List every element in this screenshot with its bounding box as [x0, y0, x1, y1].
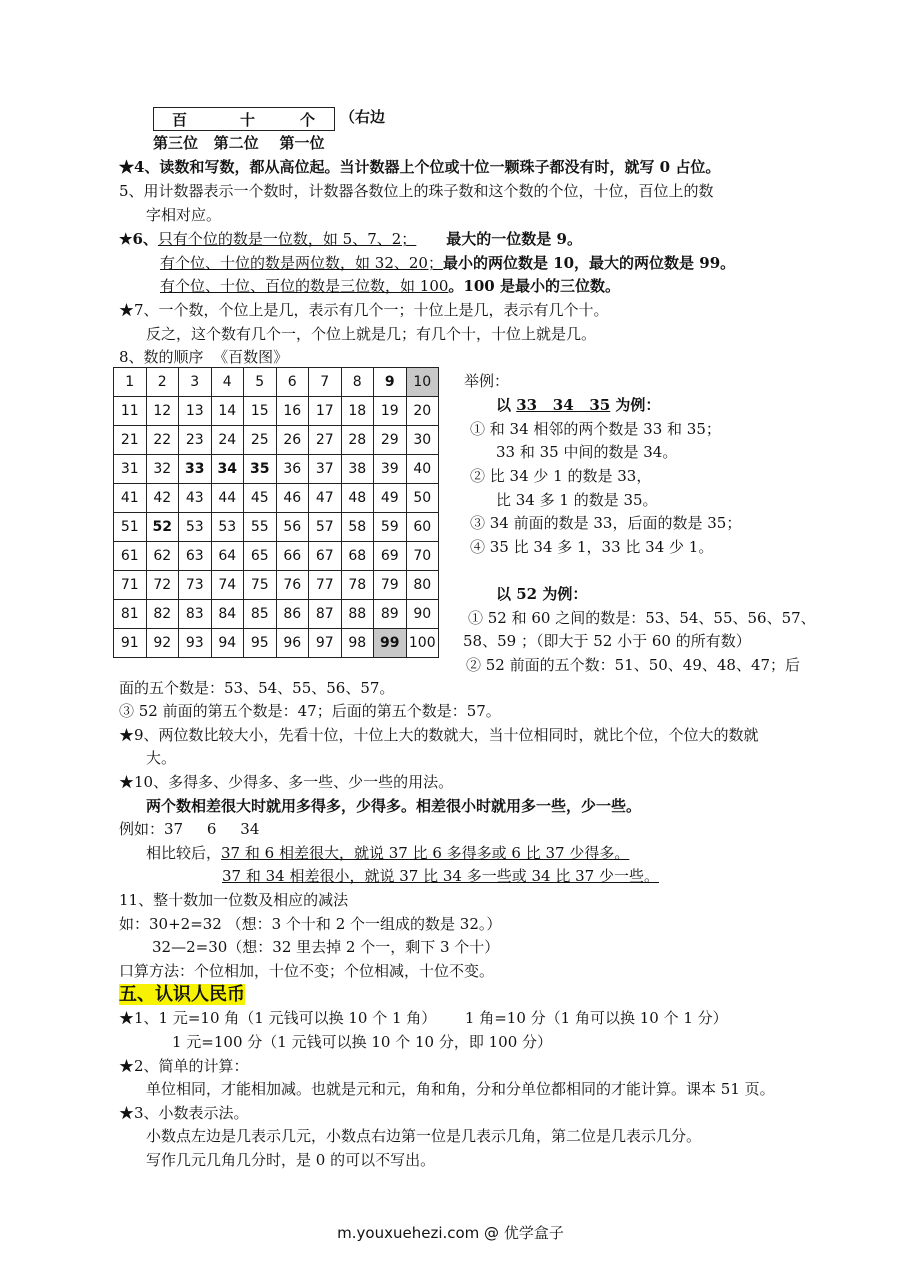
example1-head-post: 为例：: [610, 396, 661, 414]
hundred-chart-cell: 53: [179, 513, 212, 542]
hundred-chart-cell: 65: [244, 542, 277, 571]
item-7a: ★7、一个数，个位上是几，表示有几个一；十位上是几，表示有几个十。: [119, 301, 609, 319]
hundred-chart-cell: 99: [374, 629, 407, 658]
place-note: （右边: [340, 108, 386, 126]
hundred-chart-cell: 81: [114, 600, 147, 629]
hundred-chart-cell: 88: [341, 600, 374, 629]
example1-line4: ④ 35 比 34 多 1，33 比 34 少 1。: [470, 538, 714, 556]
hundred-chart-cell: 18: [341, 397, 374, 426]
hundred-chart-cell: 76: [276, 571, 309, 600]
hundred-chart-cell: 71: [114, 571, 147, 600]
hundred-chart-cell: 22: [146, 426, 179, 455]
item-10d-underlined: 37 和 6 相差很大，就说 37 比 6 多得多或 6 比 37 少得多。: [221, 844, 630, 862]
s5-item1b: 1 元=100 分（1 元钱可以换 10 个 10 分，即 100 分）: [172, 1033, 553, 1051]
hundred-chart-cell: 64: [211, 542, 244, 571]
hundred-chart-cell: 41: [114, 484, 147, 513]
example2-line1: ① 52 和 60 之间的数是：53、54、55、56、57、: [468, 609, 816, 627]
hundred-chart-cell: 47: [309, 484, 342, 513]
examples-title: 举例：: [464, 372, 510, 390]
hundred-chart-cell: 87: [309, 600, 342, 629]
hundred-chart-cell: 12: [146, 397, 179, 426]
hundred-chart-cell: 61: [114, 542, 147, 571]
hundred-chart-cell: 69: [374, 542, 407, 571]
item-6-star: ★6、: [119, 230, 158, 248]
hundred-chart-cell: 93: [179, 629, 212, 658]
hundred-chart-row: [114, 455, 439, 484]
hundred-chart-cell: 70: [406, 542, 439, 571]
hundred-chart-cell: 5: [244, 368, 277, 397]
hundred-chart-row: [114, 397, 439, 426]
hundred-chart-row: [114, 484, 439, 513]
hundred-chart-cell: 86: [276, 600, 309, 629]
hundred-chart-cell: 96: [276, 629, 309, 658]
hundred-chart-cell: 26: [276, 426, 309, 455]
hundred-chart-cell: 95: [244, 629, 277, 658]
item-10d-pre: 相比较后，: [146, 844, 222, 862]
hundred-chart-cell: 9: [374, 368, 407, 397]
s5-item2a: ★2、简单的计算：: [119, 1057, 249, 1075]
hundred-chart-cell: 80: [406, 571, 439, 600]
example1-line2: ② 比 34 少 1 的数是 33，: [470, 467, 652, 485]
item-6b-underlined: 有个位、十位的数是两位数，如 32、20；: [160, 254, 443, 272]
hundred-chart-cell: 56: [276, 513, 309, 542]
example1-head: [496, 394, 660, 416]
hundred-chart-cell: 82: [146, 600, 179, 629]
hundred-chart-cell: 62: [146, 542, 179, 571]
hundred-chart-cell: 32: [146, 455, 179, 484]
hundred-chart-cell: 74: [211, 571, 244, 600]
hundred-chart-cell: 37: [309, 455, 342, 484]
hundred-chart-cell: 10: [406, 368, 439, 397]
example2-line1b: 58、59 ；（即大于 52 小于 60 的所有数）: [463, 632, 751, 650]
item-5a: 5、用计数器表示一个数时，计数器各数位上的珠子数和这个数的个位，十位，百位上的数: [119, 182, 714, 200]
hundred-chart-cell: 58: [341, 513, 374, 542]
hundred-chart-cell: 3: [179, 368, 212, 397]
place-hundreds: 百: [172, 111, 188, 129]
hundred-chart-cell: 91: [114, 629, 147, 658]
hundred-chart-cell: 67: [309, 542, 342, 571]
item-7b: 反之，这个数有几个一，个位上就是几；有几个十，十位上就是几。: [146, 325, 597, 343]
place-labels: 第三位 第二位 第一位: [153, 134, 325, 152]
example2-line3: ③ 52 前面的第五个数是：47；后面的第五个数是：57。: [119, 702, 501, 720]
footer-watermark: m.youxuehezi.com @ 优学盒子: [337, 1224, 564, 1242]
hundred-chart-row: [114, 368, 439, 397]
item-10a: ★10、多得多、少得多、多一些、少一些的用法。: [119, 773, 454, 791]
item-5b: 字相对应。: [146, 206, 222, 224]
hundred-chart-cell: 40: [406, 455, 439, 484]
item-4: ★4、读数和写数，都从高位起。当计数器上个位或十位一颗珠子都没有时，就写 0 占位。: [119, 158, 721, 176]
hundred-chart-cell: 59: [374, 513, 407, 542]
hundred-chart-cell: 39: [374, 455, 407, 484]
hundred-chart-cell: 92: [146, 629, 179, 658]
hundred-chart-cell: 8: [341, 368, 374, 397]
hundred-chart-cell: 53: [211, 513, 244, 542]
hundred-chart-cell: 50: [406, 484, 439, 513]
item-6a: [119, 228, 582, 250]
hundred-chart-cell: 46: [276, 484, 309, 513]
place-value-box: [153, 107, 335, 131]
item-6b: [160, 252, 735, 274]
hundred-chart-cell: 78: [341, 571, 374, 600]
hundred-chart-cell: 11: [114, 397, 147, 426]
hundred-chart-cell: 51: [114, 513, 147, 542]
example1-line2b: 比 34 多 1 的数是 35。: [496, 491, 658, 509]
place-tens: 十: [240, 111, 256, 129]
hundred-chart-cell: 94: [211, 629, 244, 658]
example2-head: 以 52 为例：: [496, 585, 588, 603]
hundred-chart-row: [114, 513, 439, 542]
hundred-chart-cell: 100: [406, 629, 439, 658]
item-6c-underlined: 有个位、十位、百位的数是三位数，如 100: [160, 277, 449, 295]
hundred-chart-row: [114, 542, 439, 571]
example1-line3: ③ 34 前面的数是 33，后面的数是 35；: [470, 514, 742, 532]
s5-item3b: 小数点左边是几表示几元，小数点右边第一位是几表示几角，第二位是几表示几分。: [146, 1127, 702, 1145]
hundred-chart-cell: 31: [114, 455, 147, 484]
hundred-chart-cell: 45: [244, 484, 277, 513]
hundred-chart-cell: 29: [374, 426, 407, 455]
hundred-chart-cell: 21: [114, 426, 147, 455]
example1-head-pre: 以: [496, 396, 517, 414]
hundred-chart-cell: 48: [341, 484, 374, 513]
hundred-chart-cell: 36: [276, 455, 309, 484]
place-ones: 个: [300, 111, 316, 129]
example2-line2b: 面的五个数是：53、54、55、56、57。: [119, 679, 395, 697]
hundred-chart-cell: 77: [309, 571, 342, 600]
hundred-chart-cell: 16: [276, 397, 309, 426]
hundred-chart-cell: 83: [179, 600, 212, 629]
hundred-chart-cell: 23: [179, 426, 212, 455]
hundred-chart-cell: 43: [179, 484, 212, 513]
hundred-chart-cell: 75: [244, 571, 277, 600]
hundred-chart-row: [114, 571, 439, 600]
section5-heading: 五、认识人民币: [119, 984, 245, 1005]
hundred-chart-cell: 55: [244, 513, 277, 542]
hundred-chart-row: [114, 629, 439, 658]
hundred-chart-cell: 66: [276, 542, 309, 571]
hundred-chart-cell: 15: [244, 397, 277, 426]
s5-item1a: ★1、1 元=10 角（1 元钱可以换 10 个 1 角） 1 角=10 分（1 角可以换 10 个 1 分）: [119, 1009, 728, 1027]
hundred-chart-cell: 79: [374, 571, 407, 600]
hundred-chart-cell: 38: [341, 455, 374, 484]
hundred-chart-cell: 24: [211, 426, 244, 455]
hundred-chart-cell: 73: [179, 571, 212, 600]
hundred-chart-cell: 7: [309, 368, 342, 397]
item-11d: 口算方法：个位相加，十位不变；个位相减，十位不变。: [119, 962, 495, 980]
item-11a: 11、整十数加一位数及相应的减法: [119, 891, 349, 909]
example1-line1: ① 和 34 相邻的两个数是 33 和 35；: [470, 420, 721, 438]
item-10b: 两个数相差很大时就用多得多，少得多。相差很小时就用多一些，少一些。: [146, 797, 642, 815]
item-6b-bold: 最小的两位数是 10，最大的两位数是 99。: [442, 254, 736, 272]
item-6c-bold: 。100 是最小的三位数。: [448, 277, 620, 295]
item-6a-underlined: 只有个位的数是一位数，如 5、7、2；: [157, 230, 417, 248]
item-9a: ★9、两位数比较大小，先看十位，十位上大的数就大，当十位相同时，就比个位，个位大的数就: [119, 726, 759, 744]
hundred-chart-cell: 35: [244, 455, 277, 484]
hundred-chart-cell: 89: [374, 600, 407, 629]
hundred-chart-cell: 2: [146, 368, 179, 397]
item-11c: 32—2=30（想：32 里去掉 2 个一，剩下 3 个十）: [152, 938, 500, 956]
hundred-chart-cell: 57: [309, 513, 342, 542]
hundred-chart: [113, 367, 439, 658]
hundred-chart-cell: 34: [211, 455, 244, 484]
item-9b: 大。: [146, 749, 177, 767]
hundred-chart-cell: 98: [341, 629, 374, 658]
hundred-chart-cell: 44: [211, 484, 244, 513]
hundred-chart-cell: 52: [146, 513, 179, 542]
hundred-chart-row: [114, 426, 439, 455]
hundred-chart-row: [114, 600, 439, 629]
hundred-chart-cell: 49: [374, 484, 407, 513]
hundred-chart-cell: 6: [276, 368, 309, 397]
hundred-chart-cell: 20: [406, 397, 439, 426]
s5-item2b: 单位相同，才能相加减。也就是元和元，角和角，分和分单位都相同的才能计算。课本 51 页。: [146, 1080, 775, 1098]
hundred-chart-cell: 63: [179, 542, 212, 571]
hundred-chart-cell: 28: [341, 426, 374, 455]
item-10c: 例如：37 6 34: [119, 820, 260, 838]
item-10e: 37 和 34 相差很小，就说 37 比 34 多一些或 34 比 37 少一些。: [222, 867, 659, 885]
hundred-chart-cell: 84: [211, 600, 244, 629]
s5-item3c: 写作几元几角几分时，是 0 的可以不写出。: [146, 1151, 436, 1169]
hundred-chart-cell: 97: [309, 629, 342, 658]
hundred-chart-cell: 85: [244, 600, 277, 629]
hundred-chart-cell: 4: [211, 368, 244, 397]
hundred-chart-cell: 33: [179, 455, 212, 484]
example2-line2: ② 52 前面的五个数：51、50、49、48、47；后: [466, 656, 801, 674]
hundred-chart-cell: 90: [406, 600, 439, 629]
hundred-chart-cell: 30: [406, 426, 439, 455]
section5-heading-wrap: [119, 984, 245, 1006]
s5-item3a: ★3、小数表示法。: [119, 1104, 249, 1122]
hundred-chart-cell: 25: [244, 426, 277, 455]
hundred-chart-cell: 72: [146, 571, 179, 600]
item-11b: 如：30+2=32 （想：3 个十和 2 个一组成的数是 32。）: [119, 915, 502, 933]
hundred-chart-cell: 60: [406, 513, 439, 542]
hundred-chart-cell: 14: [211, 397, 244, 426]
hundred-chart-cell: 1: [114, 368, 147, 397]
item-10d: [146, 842, 629, 864]
hundred-chart-cell: 17: [309, 397, 342, 426]
example1-line1b: 33 和 35 中间的数是 34。: [496, 443, 678, 461]
item-6a-bold: 最大的一位数是 9。: [446, 230, 582, 248]
hundred-chart-cell: 13: [179, 397, 212, 426]
hundred-chart-cell: 19: [374, 397, 407, 426]
item-6c: [160, 275, 620, 297]
item-8: 8、数的顺序 《百数图》: [119, 348, 289, 366]
hundred-chart-cell: 27: [309, 426, 342, 455]
hundred-chart-cell: 68: [341, 542, 374, 571]
hundred-chart-cell: 42: [146, 484, 179, 513]
example1-head-nums: 33 34 35: [516, 396, 611, 414]
